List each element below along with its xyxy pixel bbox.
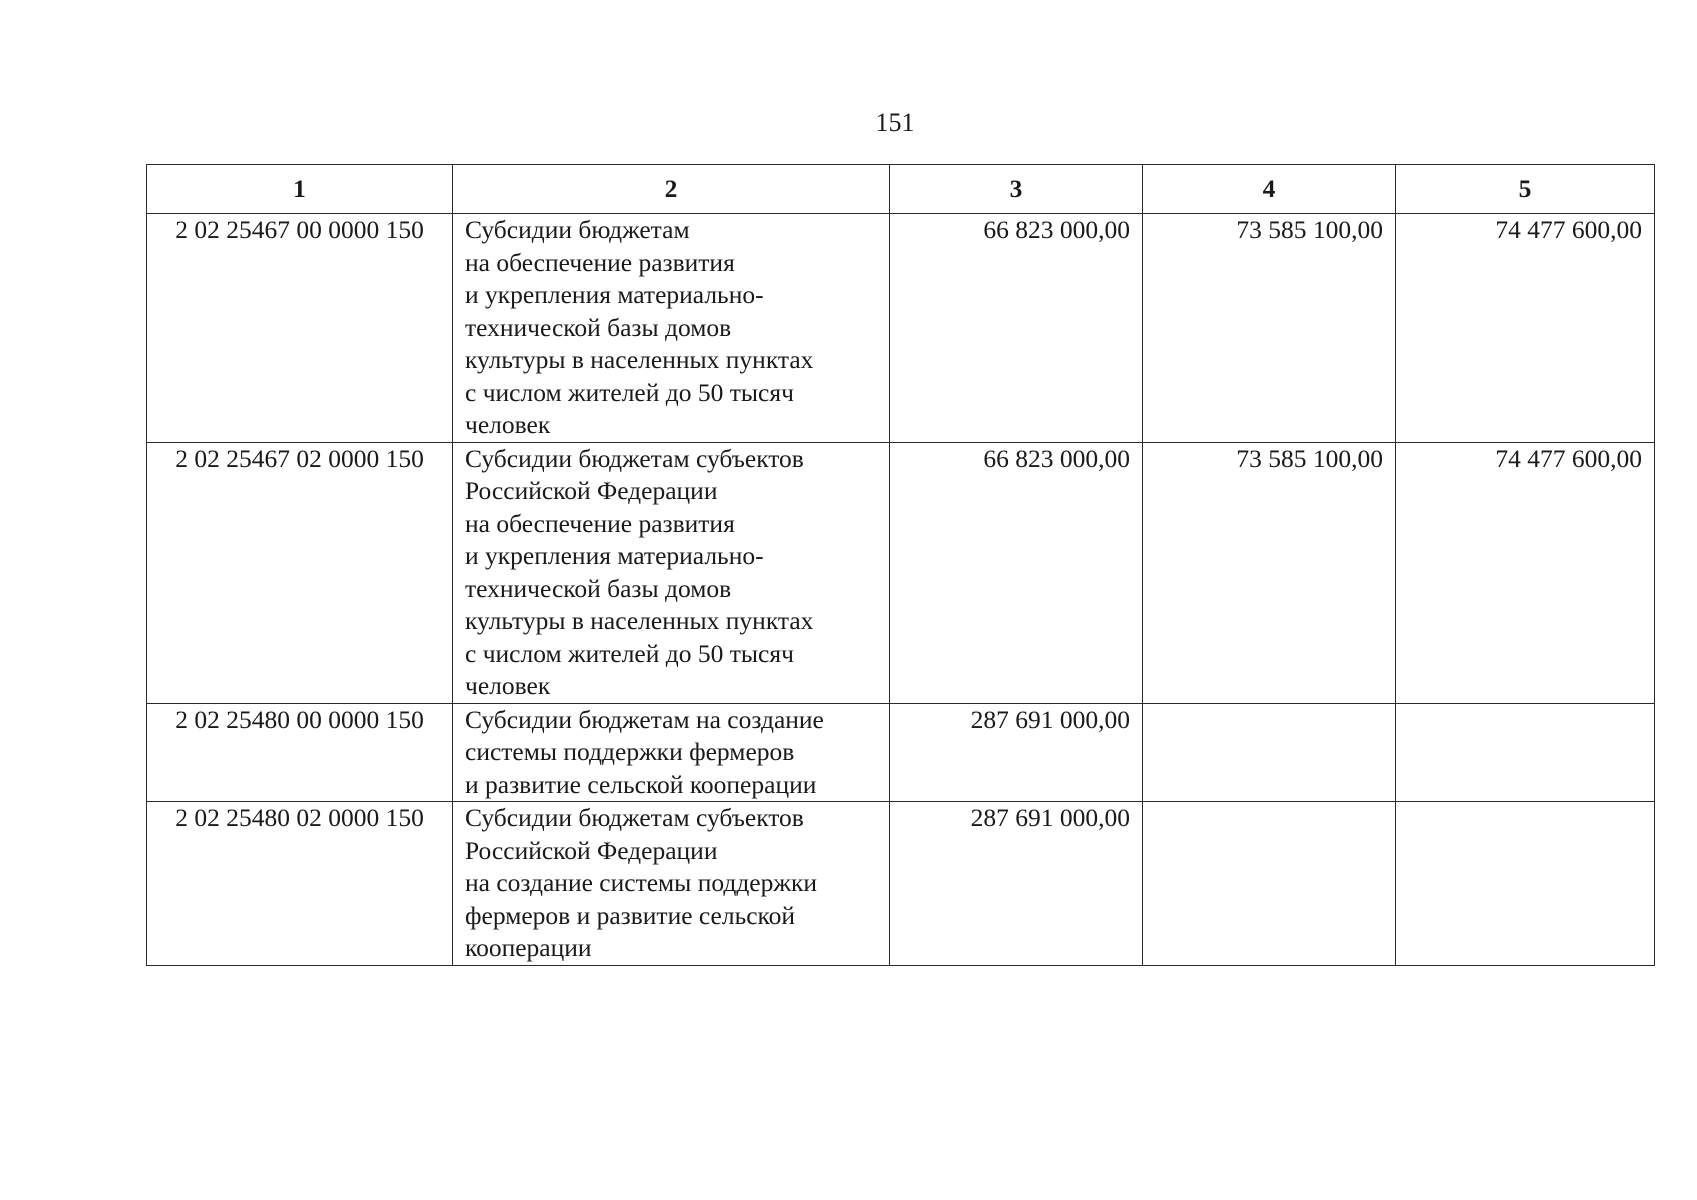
amount-cell-col4 [1143,703,1396,802]
amount-cell-col3: 66 823 000,00 [890,214,1143,443]
amount-cell-col5 [1396,703,1655,802]
description-cell: Субсидии бюджетам субъектов Российской Федерации на создание системы поддержки фермеров и развитие сельской кооперации [453,802,890,966]
amount-cell-col3: 66 823 000,00 [890,442,1143,703]
column-header-4: 4 [1143,165,1396,214]
budget-code-cell: 2 02 25467 02 0000 150 [147,442,453,703]
page-number: 151 [875,108,915,137]
amount-cell-col5 [1396,802,1655,966]
column-header-3: 3 [890,165,1143,214]
table-row [147,442,1655,703]
budget-table [146,164,1655,966]
amount-cell-col4 [1143,802,1396,966]
budget-code-cell: 2 02 25467 00 0000 150 [147,214,453,443]
table-row [147,703,1655,802]
column-header-1: 1 [147,165,453,214]
table-row [147,802,1655,966]
amount-cell-col3: 287 691 000,00 [890,703,1143,802]
column-header-5: 5 [1396,165,1655,214]
table-row [147,214,1655,443]
column-header-2: 2 [453,165,890,214]
budget-code-cell: 2 02 25480 02 0000 150 [147,802,453,966]
table-header-row [147,165,1655,214]
amount-cell-col3: 287 691 000,00 [890,802,1143,966]
description-cell: Субсидии бюджетам субъектов Российской Федерации на обеспечение развития и укрепления материально- технической базы домов культуры в населенных пунктах с числом жителей до 50 тысяч человек [453,442,890,703]
amount-cell-col5: 74 477 600,00 [1396,214,1655,443]
amount-cell-col4: 73 585 100,00 [1143,442,1396,703]
description-cell: Субсидии бюджетам на создание системы поддержки фермеров и развитие сельской кооперации [453,703,890,802]
budget-code-cell: 2 02 25480 00 0000 150 [147,703,453,802]
description-cell: Субсидии бюджетам на обеспечение развития и укрепления материально- технической базы домов культуры в населенных пунктах с числом жителей до 50 тысяч человек [453,214,890,443]
amount-cell-col5: 74 477 600,00 [1396,442,1655,703]
amount-cell-col4: 73 585 100,00 [1143,214,1396,443]
